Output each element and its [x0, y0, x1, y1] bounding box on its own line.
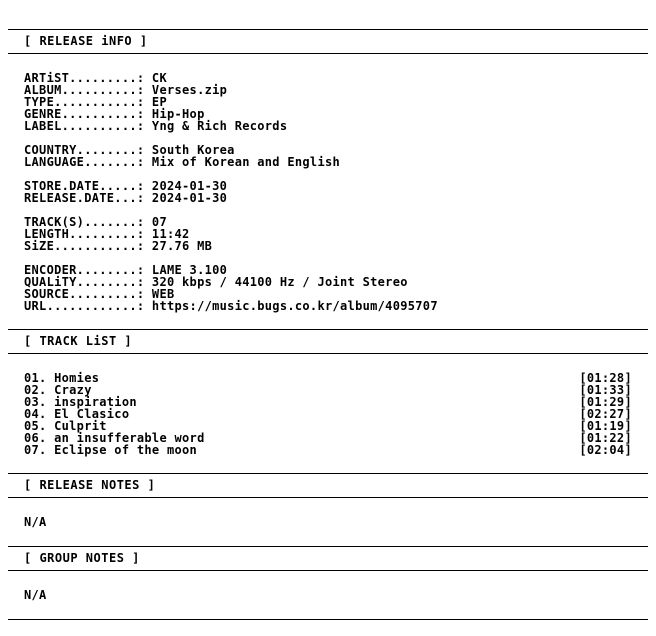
release-notes-text: N/A: [24, 515, 47, 529]
track-duration: [01:22]: [579, 431, 632, 445]
track-duration: [02:27]: [579, 407, 632, 421]
url-line: URL............: https://music.bugs.co.kr/album/4095707: [24, 299, 438, 313]
group-notes-body: [8, 571, 648, 619]
tracks-line: TRACK(S).......: 07: [24, 215, 167, 229]
release-info-body: [8, 54, 648, 329]
track-duration: [01:28]: [579, 371, 632, 385]
release-notes-header: [ RELEASE NOTES ]: [24, 478, 156, 492]
track-title: 04. El Clasico: [24, 407, 130, 421]
genre-line: GENRE..........: Hip-Hop: [24, 107, 205, 121]
track-duration: [01:33]: [579, 383, 632, 397]
encoder-line: ENCODER........: LAME 3.100: [24, 263, 228, 277]
type-line: TYPE...........: EP: [24, 95, 167, 109]
track-title: 06. an insufferable word: [24, 431, 205, 445]
track-duration: [01:29]: [579, 395, 632, 409]
track-title: 07. Eclipse of the moon: [24, 443, 198, 457]
language-line: LANGUAGE.......: Mix of Korean and English: [24, 155, 341, 169]
country-line: COUNTRY........: South Korea: [24, 143, 235, 157]
divider: [8, 619, 648, 620]
track-title: 01. Homies: [24, 371, 100, 385]
artist-line: ARTiST.........: CK: [24, 71, 167, 85]
track-list-body: [8, 354, 648, 473]
track-duration: [01:19]: [579, 419, 632, 433]
track-row: [24, 372, 632, 384]
track-duration: [02:04]: [579, 443, 632, 457]
group-notes-header: [ GROUP NOTES ]: [24, 551, 140, 565]
nfo-document: [8, 29, 648, 620]
track-row: [24, 444, 632, 456]
track-title: 02. Crazy: [24, 383, 92, 397]
size-line: SiZE...........: 27.76 MB: [24, 239, 213, 253]
release-info-header: [ RELEASE iNFO ]: [24, 34, 148, 48]
track-row: [24, 408, 632, 420]
album-line: ALBUM..........: Verses.zip: [24, 83, 228, 97]
quality-line: QUALiTY........: 320 kbps / 44100 Hz / Joint Stereo: [24, 275, 408, 289]
track-title: 03. inspiration: [24, 395, 137, 409]
length-line: LENGTH.........: 11:42: [24, 227, 190, 241]
release-date-line: RELEASE.DATE...: 2024-01-30: [24, 191, 228, 205]
source-line: SOURCE.........: WEB: [24, 287, 175, 301]
track-title: 05. Culprit: [24, 419, 107, 433]
label-line: LABEL..........: Yng & Rich Records: [24, 119, 288, 133]
store-date-line: STORE.DATE.....: 2024-01-30: [24, 179, 228, 193]
release-notes-body: [8, 498, 648, 546]
group-notes-text: N/A: [24, 588, 47, 602]
track-list-header: [ TRACK LiST ]: [24, 334, 133, 348]
